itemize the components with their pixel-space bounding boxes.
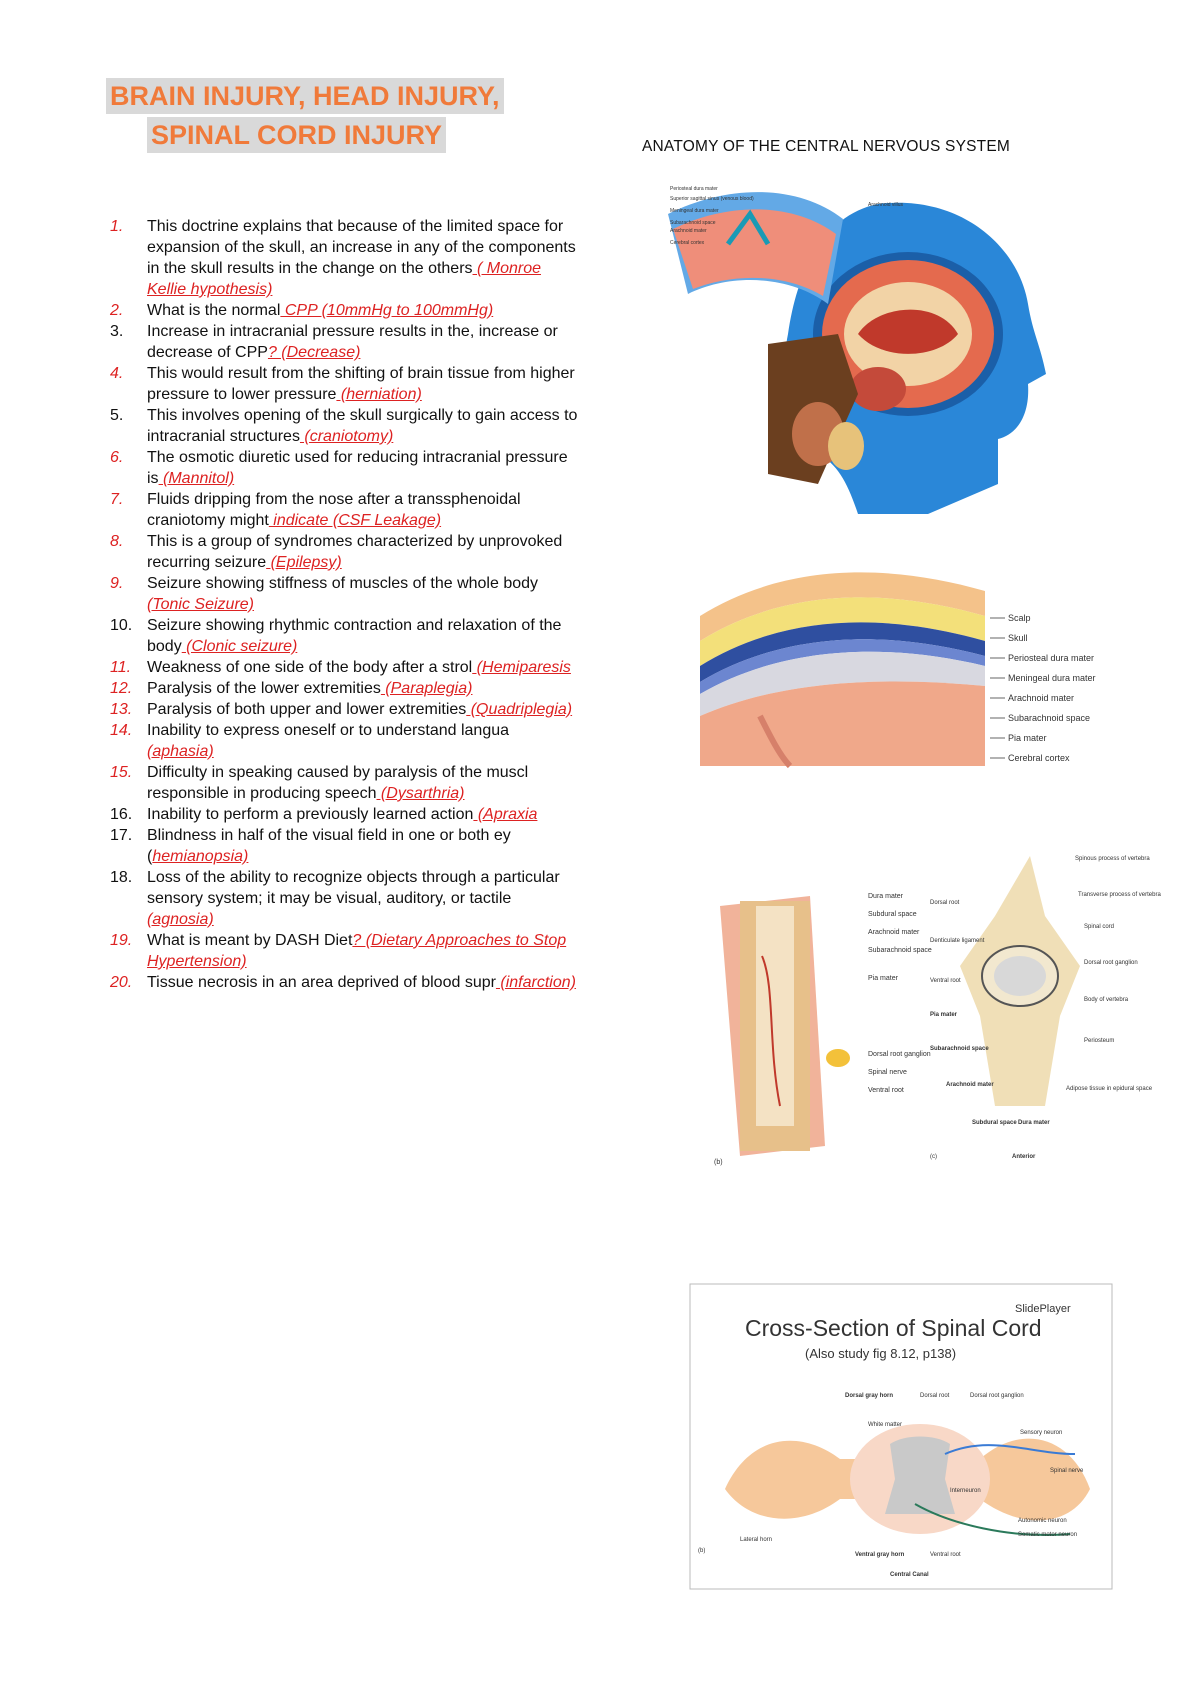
- meninges-label-cortex: Cerebral cortex: [1008, 753, 1070, 763]
- meninges-label-meningeal: Meningeal dura mater: [1008, 673, 1096, 683]
- question-answer: (herniation): [336, 386, 422, 403]
- question-text: Seizure showing rhythmic contraction and relaxation of the body: [147, 617, 562, 655]
- question-number: 4.: [110, 365, 124, 382]
- slide-label-5: Sensory neuron: [1020, 1430, 1063, 1436]
- cord-c-label-2: Transverse process of vertebra: [1078, 892, 1161, 898]
- question-number: 13.: [110, 701, 133, 718]
- meninges-label-arachnoid: Arachnoid mater: [1008, 693, 1075, 703]
- question-text: Inability to express oneself or to understand langua: [147, 722, 510, 739]
- slide-subtitle: (Also study fig 8.12, p138): [805, 1346, 957, 1361]
- slide-label-12: Ventral root: [930, 1552, 961, 1558]
- question-answer: (agnosia): [147, 911, 214, 928]
- question-number: 14.: [110, 722, 133, 739]
- cord-c-label-12: Subarachnoid space: [930, 1046, 989, 1052]
- brain-label-3: Meningeal dura mater: [670, 208, 719, 214]
- meninges-layers-figure: [700, 566, 1120, 776]
- question-item: [110, 615, 580, 657]
- question-answer: indicate (CSF Leakage): [268, 512, 442, 529]
- slide-label-13: Central Canal: [890, 1572, 929, 1578]
- question-number: 17.: [110, 827, 133, 844]
- question-text: This doctrine explains that because of the limited space for expansion of the skull, an increase in any of the components in the skull results in the change on the others: [147, 218, 576, 277]
- slide-label-7: Interneuron: [950, 1488, 981, 1494]
- slide-label-6: Spinal nerve: [1050, 1468, 1084, 1474]
- cord-b-label-6: Dorsal root ganglion: [868, 1051, 931, 1058]
- question-item: [110, 447, 580, 489]
- question-item: [110, 405, 580, 447]
- question-item: [110, 699, 580, 720]
- question-number: 2.: [110, 302, 124, 319]
- question-text: The osmotic diuretic used for reducing intracranial pressure is: [147, 449, 568, 487]
- slide-panel: (b): [698, 1548, 706, 1554]
- cord-c-label-16: Anterior: [1012, 1154, 1036, 1160]
- question-text: Inability to perform a previously learned action: [147, 806, 474, 823]
- question-number: 7.: [110, 491, 124, 508]
- question-text: Paralysis of both upper and lower extremities: [147, 701, 467, 718]
- cord-c-label-4: Dorsal root ganglion: [1084, 960, 1138, 966]
- question-number: 3.: [110, 323, 124, 340]
- slideplayer-watermark: SlidePlayer: [1015, 1303, 1071, 1315]
- cord-b-label-5: Pia mater: [868, 975, 898, 982]
- question-text: Difficulty in speaking caused by paralysis of the muscl responsible in producing speech: [147, 764, 529, 802]
- question-answer: (infarction): [495, 974, 576, 991]
- question-item: [110, 321, 580, 363]
- cord-b-label-8: Ventral root: [868, 1087, 904, 1094]
- cord-b-label-3: Arachnoid mater: [868, 929, 920, 936]
- meninges-labels: [990, 613, 1096, 763]
- cord-panel-b: (b): [714, 1159, 723, 1166]
- question-answer: hemianopsia): [152, 848, 249, 865]
- brain-label-7: Arachnoid villus: [868, 202, 904, 208]
- cord-c-label-5: Body of vertebra: [1084, 997, 1129, 1003]
- question-number: 10.: [110, 617, 133, 634]
- question-item: [110, 657, 580, 678]
- brain-label-6: Cerebral cortex: [670, 240, 705, 246]
- cord-c-label-7: Adipose tissue in epidural space: [1066, 1086, 1153, 1092]
- question-number: 11.: [110, 659, 132, 676]
- question-answer: CPP (10mmHg to 100mmHg): [280, 302, 494, 319]
- cord-c-label-8: Dorsal root: [930, 900, 960, 906]
- question-item: [110, 972, 580, 993]
- question-text: Seizure showing stiffness of muscles of the whole body: [147, 575, 539, 592]
- question-list: [110, 216, 580, 993]
- anatomy-heading: ANATOMY OF THE CENTRAL NERVOUS SYSTEM: [642, 138, 1010, 155]
- question-text: Paralysis of the lower extremities: [147, 680, 381, 697]
- question-text: What is the normal: [147, 302, 281, 319]
- cord-b-label-1: Dura mater: [868, 893, 904, 900]
- question-item: [110, 720, 580, 762]
- question-number: 12.: [110, 680, 133, 697]
- slide-label-10: Lateral horn: [740, 1537, 773, 1543]
- question-number: 18.: [110, 869, 133, 886]
- question-text: Tissue necrosis in an area deprived of blood supr: [147, 974, 496, 991]
- question-number: 1.: [110, 218, 124, 235]
- slide-label-11: Ventral gray horn: [855, 1552, 905, 1558]
- cord-c-label-13: Arachnoid mater: [946, 1082, 994, 1088]
- question-answer: (Paraplegia): [380, 680, 473, 697]
- question-text: This would result from the shifting of brain tissue from higher pressure to lower pressure: [147, 365, 575, 403]
- question-item: [110, 804, 580, 825]
- question-answer: (aphasia): [147, 743, 214, 760]
- slide-label-2: Dorsal root: [920, 1393, 950, 1399]
- cord-panel-c: (c): [930, 1154, 937, 1160]
- question-text: Increase in intracranial pressure results in the, increase or decrease of CPP: [147, 323, 558, 361]
- question-answer: (Hemiparesis: [472, 659, 571, 676]
- cord-c-label-10: Ventral root: [930, 978, 961, 984]
- cord-c-label-14: Subdural space: [972, 1120, 1017, 1126]
- slide-label-8: Autonomic neuron: [1018, 1518, 1067, 1524]
- question-item: [110, 216, 580, 300]
- question-text: Weakness of one side of the body after a strol: [147, 659, 473, 676]
- question-item: [110, 930, 580, 972]
- question-item: [110, 678, 580, 699]
- cord-b-label-2: Subdural space: [868, 911, 917, 918]
- question-item: [110, 300, 580, 321]
- slide-screenshot-figure: [690, 1284, 1112, 1589]
- question-answer: (Clonic seizure): [181, 638, 298, 655]
- meninges-label-pia: Pia mater: [1008, 733, 1047, 743]
- question-answer: (Tonic Seizure): [147, 596, 255, 613]
- question-text: What is meant by DASH Diet: [147, 932, 353, 949]
- question-answer: (Epilepsy): [266, 554, 342, 571]
- slide-label-1: Dorsal gray horn: [845, 1393, 894, 1399]
- page-title-line-1: BRAIN INJURY, HEAD INJURY,: [106, 78, 504, 114]
- question-answer: ? (Decrease): [267, 344, 361, 361]
- meninges-label-periosteal: Periosteal dura mater: [1008, 653, 1095, 663]
- question-text: Loss of the ability to recognize objects through a particular sensory system; it may be visual, auditory, or tactile: [147, 869, 560, 907]
- question-answer: (Apraxia: [473, 806, 538, 823]
- question-answer: (Quadriplegia): [466, 701, 573, 718]
- question-number: 9.: [110, 575, 124, 592]
- meninges-label-scalp: Scalp: [1008, 613, 1031, 623]
- question-number: 16.: [110, 806, 133, 823]
- slide-label-4: White matter: [868, 1422, 903, 1428]
- question-number: 19.: [110, 932, 133, 949]
- question-answer: ( Monroe Kellie hypothesis): [147, 260, 541, 298]
- cord-c-label-1: Spinous process of vertebra: [1075, 856, 1150, 862]
- cord-c-label-15: Dura mater: [1018, 1120, 1050, 1126]
- question-answer: (Dysarthria): [376, 785, 465, 802]
- question-item: [110, 531, 580, 573]
- question-text: This is a group of syndromes characterized by unprovoked recurring seizure: [147, 533, 563, 571]
- question-item: [110, 363, 580, 405]
- brain-meninges-figure: [668, 184, 1048, 514]
- brain-label-4: Subarachnoid space: [670, 220, 716, 226]
- cord-c-label-6: Periosteum: [1084, 1038, 1115, 1044]
- question-item: [110, 867, 580, 930]
- meninges-label-skull: Skull: [1008, 633, 1028, 643]
- cord-b-label-4: Subarachnoid space: [868, 947, 932, 954]
- cord-c-label-3: Spinal cord: [1084, 924, 1115, 930]
- question-item: [110, 825, 580, 867]
- question-answer: (Mannitol): [158, 470, 235, 487]
- slide-label-9: Somatic motor neuron: [1018, 1532, 1078, 1538]
- question-number: 5.: [110, 407, 124, 424]
- cord-b-label-7: Spinal nerve: [868, 1069, 907, 1076]
- question-number: 15.: [110, 764, 133, 781]
- meninges-label-subarachnoid: Subarachnoid space: [1008, 713, 1091, 723]
- page-title-line-2: SPINAL CORD INJURY: [147, 117, 446, 153]
- question-text: This involves opening of the skull surgically to gain access to intracranial structures: [147, 407, 578, 445]
- cord-c-label-9: Denticulate ligament: [930, 938, 985, 944]
- slide-label-3: Dorsal root ganglion: [970, 1393, 1024, 1399]
- question-number: 6.: [110, 449, 124, 466]
- question-number: 20.: [110, 974, 133, 991]
- brain-label-2: Superior sagittal sinus (venous blood): [670, 196, 754, 202]
- question-text: Fluids dripping from the nose after a transsphenoidal craniotomy might: [147, 491, 521, 529]
- question-text: Blindness in half of the visual field in one or both ey (: [147, 827, 511, 865]
- spinal-cord-figure: [700, 846, 1161, 1166]
- question-answer: (craniotomy): [299, 428, 394, 445]
- slide-title: Cross-Section of Spinal Cord: [745, 1315, 1042, 1341]
- cord-c-label-11: Pia mater: [930, 1012, 958, 1018]
- question-item: [110, 762, 580, 804]
- question-number: 8.: [110, 533, 124, 550]
- question-answer: ? (Dietary Approaches to Stop Hypertension): [147, 932, 567, 970]
- question-item: [110, 573, 580, 615]
- question-item: [110, 489, 580, 531]
- brain-label-1: Periosteal dura mater: [670, 186, 718, 192]
- brain-label-5: Arachnoid mater: [670, 228, 707, 234]
